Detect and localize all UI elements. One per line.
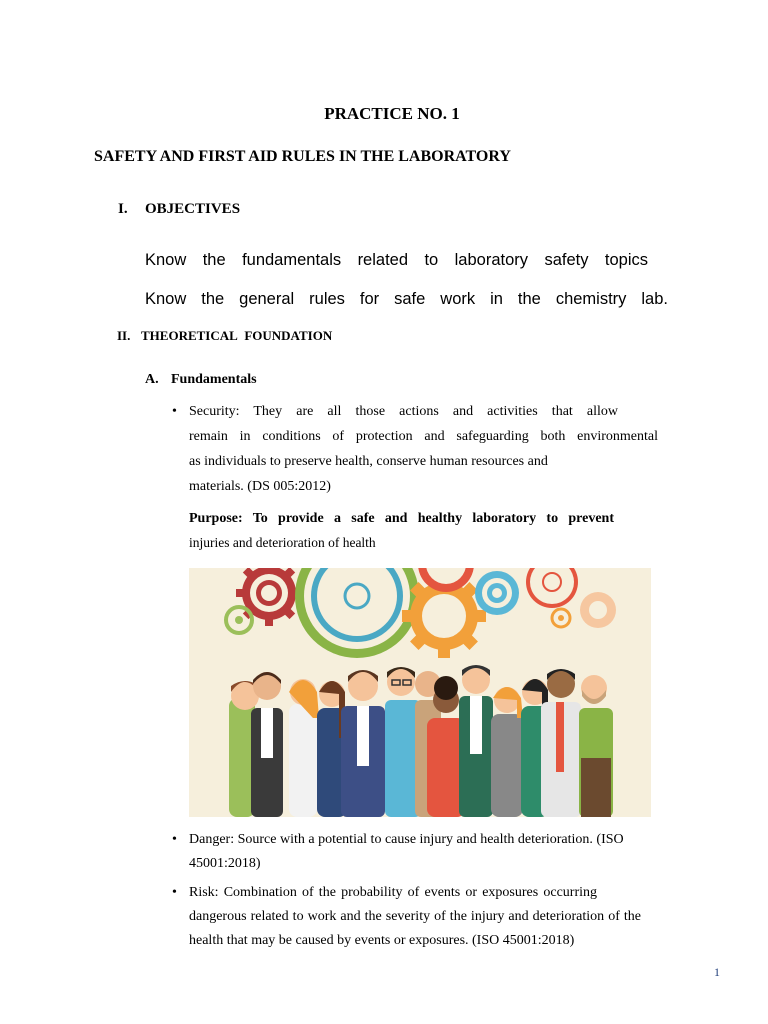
section-theoretical-heading — [117, 328, 332, 344]
security-text-line: materials. (DS 005:2012) — [189, 479, 331, 494]
bullet-icon: • — [172, 404, 177, 419]
section-number: II. — [117, 328, 131, 343]
group-of-people-icon — [229, 665, 613, 817]
risk-text-line: health that may be caused by events or exposures. (ISO 45001:2018) — [189, 933, 575, 948]
subsection-fundamentals-heading — [145, 372, 257, 388]
section-objectives-heading — [118, 201, 240, 218]
security-text-line: as individuals to preserve health, conserve human resources and — [189, 454, 548, 469]
subsection-letter: A. — [145, 372, 159, 387]
practice-title: PRACTICE NO. 1 — [324, 104, 460, 123]
objective-item: Know the fundamentals related to laboratory safety topics — [145, 251, 648, 269]
gears-and-people-icon — [189, 568, 651, 817]
subsection-title: Fundamentals — [171, 372, 257, 387]
bullet-icon: • — [172, 885, 177, 900]
security-text-line: remain in conditions of protection and safeguarding both environmental — [189, 429, 658, 444]
section-number: I. — [118, 201, 128, 217]
gears-icon — [226, 568, 616, 658]
bullet-icon: • — [172, 832, 177, 847]
danger-text-line: Danger: Source with a potential to cause injury and health deterioration. (ISO — [189, 832, 624, 847]
section-title: THEORETICAL FOUNDATION — [141, 328, 333, 343]
purpose-statement: Purpose: To provide a safe and healthy laboratory to prevent — [189, 511, 614, 526]
danger-text-line: 45001:2018) — [189, 856, 261, 871]
risk-text-line: Risk: Combination of the probability of events or exposures occurring — [189, 885, 597, 900]
risk-text-line: dangerous related to work and the severity of the injury and deterioration of the — [189, 909, 641, 924]
safety-illustration — [189, 568, 651, 817]
document-subtitle: SAFETY AND FIRST AID RULES IN THE LABORATORY — [94, 148, 511, 165]
section-title: OBJECTIVES — [145, 201, 241, 217]
purpose-continuation: injuries and deterioration of health — [189, 535, 376, 550]
objective-item: Know the general rules for safe work in the chemistry lab. — [145, 290, 668, 308]
security-text-line: Security: They are all those actions and activities that allow — [189, 404, 618, 419]
page-number: 1 — [714, 965, 720, 979]
